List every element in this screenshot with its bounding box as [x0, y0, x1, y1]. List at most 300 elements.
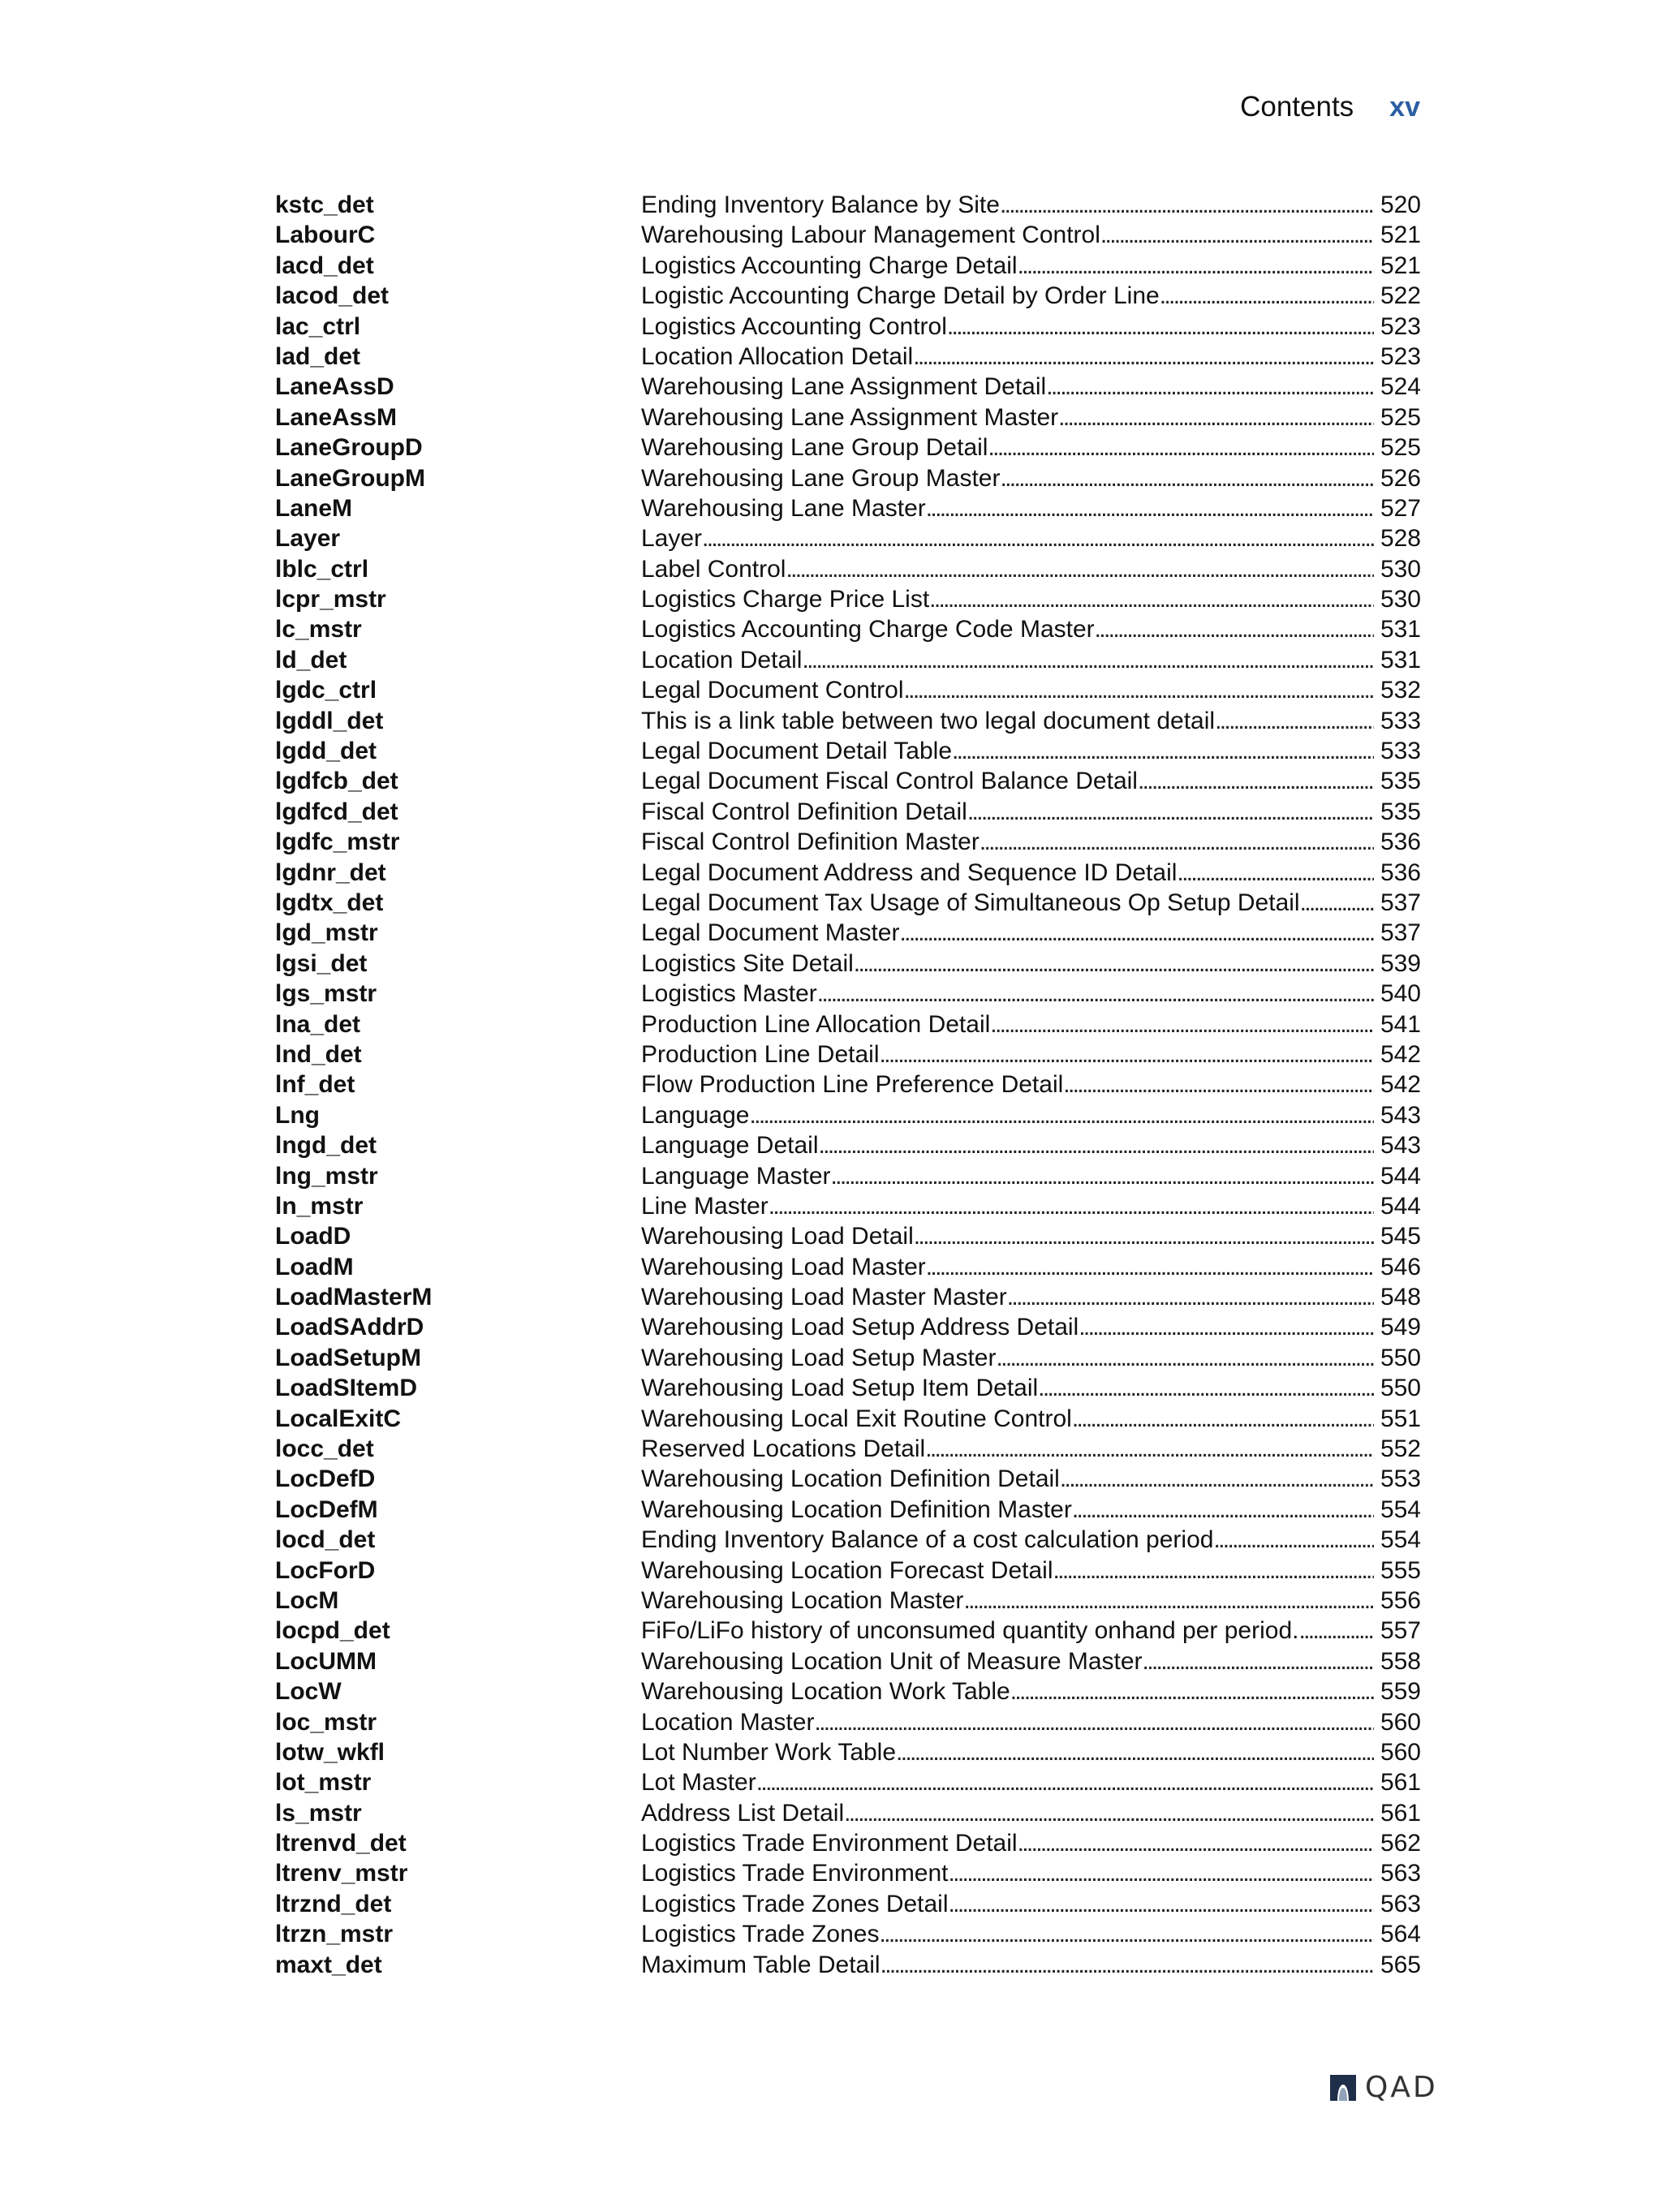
toc-description-leader	[641, 1404, 1374, 1434]
toc-table-name: lblc_ctrl	[275, 555, 369, 583]
toc-dot-leader	[1138, 766, 1374, 796]
toc-page-number: 562	[1380, 1830, 1421, 1857]
toc-description: Ending Inventory Balance by Site	[641, 192, 1000, 218]
toc-dot-leader	[1000, 463, 1374, 493]
toc-dot-leader	[1177, 858, 1374, 888]
toc-entry[interactable]	[275, 1009, 1421, 1039]
toc-entry[interactable]	[275, 463, 1421, 493]
toc-entry[interactable]	[275, 1130, 1421, 1160]
toc-description: Logistics Trade Zones Detail	[641, 1890, 949, 1917]
toc-page-number: 561	[1380, 1769, 1421, 1797]
toc-page-number: 546	[1380, 1253, 1421, 1280]
toc-page-number: 559	[1380, 1678, 1421, 1706]
toc-dot-leader	[996, 1343, 1374, 1373]
toc-description: Language Detail	[641, 1132, 819, 1160]
toc-dot-leader	[814, 1707, 1374, 1737]
toc-table-name: locd_det	[275, 1526, 376, 1554]
toc-page-number: 564	[1380, 1921, 1421, 1948]
toc-table-name: ln_mstr	[275, 1192, 364, 1220]
toc-entry[interactable]	[275, 281, 1421, 311]
toc-entry[interactable]	[275, 1889, 1421, 1919]
toc-description: Logistics Accounting Charge Code Master	[641, 616, 1095, 643]
toc-description-leader	[641, 1312, 1374, 1342]
toc-table-name: ltrenvd_det	[275, 1830, 407, 1857]
toc-dot-leader	[926, 1252, 1374, 1282]
toc-table-name: LoadMasterM	[275, 1284, 433, 1311]
toc-page-number: 524	[1380, 373, 1421, 401]
toc-description-leader	[641, 1100, 1374, 1130]
toc-table-name: maxt_det	[275, 1951, 382, 1978]
table-of-contents	[275, 190, 1421, 1980]
toc-entry[interactable]	[275, 827, 1421, 857]
toc-page-number: 560	[1380, 1708, 1421, 1736]
toc-table-name: lgdd_det	[275, 738, 377, 765]
toc-table-name: lgsi_det	[275, 949, 368, 977]
toc-entry[interactable]	[275, 1828, 1421, 1858]
toc-dot-leader	[1007, 1282, 1374, 1312]
toc-dot-leader	[1298, 1616, 1374, 1646]
toc-description: Legal Document Master	[641, 919, 900, 947]
toc-entry[interactable]	[275, 1039, 1421, 1069]
toc-page-number: 555	[1380, 1556, 1421, 1584]
toc-dot-leader	[1038, 1373, 1374, 1403]
toc-description: Logistics Trade Environment Detail	[641, 1830, 1018, 1857]
toc-dot-leader	[949, 1889, 1374, 1919]
toc-table-name: ltrzn_mstr	[275, 1921, 394, 1948]
toc-entry[interactable]	[275, 1950, 1421, 1980]
toc-description: Logistics Accounting Control	[641, 312, 947, 340]
toc-entry[interactable]	[275, 1100, 1421, 1130]
toc-description: Logistics Trade Zones	[641, 1921, 880, 1948]
toc-dot-leader	[831, 1161, 1375, 1191]
toc-description: Logistics Trade Environment	[641, 1860, 949, 1887]
toc-page-number: 543	[1380, 1132, 1421, 1160]
toc-description-leader	[641, 1707, 1374, 1737]
toc-description-leader	[641, 1191, 1374, 1221]
toc-entry[interactable]	[275, 554, 1421, 584]
toc-dot-leader	[1072, 1495, 1374, 1525]
toc-entry[interactable]	[275, 1798, 1421, 1828]
toc-entry[interactable]	[275, 1191, 1421, 1221]
toc-entry[interactable]	[275, 1556, 1421, 1586]
toc-description: Lot Number Work Table	[641, 1738, 897, 1766]
toc-description-leader	[641, 736, 1374, 766]
toc-table-name: lngd_det	[275, 1132, 377, 1160]
toc-dot-leader	[817, 979, 1374, 1009]
toc-page-number: 536	[1380, 859, 1421, 886]
toc-page-number: 528	[1380, 525, 1421, 553]
toc-description: Warehousing Local Exit Routine Control	[641, 1405, 1072, 1432]
toc-page-number: 548	[1380, 1284, 1421, 1311]
toc-table-name: lotw_wkfl	[275, 1738, 385, 1766]
toc-description-leader	[641, 1858, 1374, 1888]
toc-entry[interactable]	[275, 1919, 1421, 1949]
toc-description-leader	[641, 1009, 1374, 1039]
toc-description: Fiscal Control Definition Master	[641, 828, 980, 856]
toc-dot-leader	[980, 827, 1374, 857]
toc-description: Warehousing Lane Assignment Master	[641, 403, 1059, 431]
toc-page-number: 563	[1380, 1890, 1421, 1917]
toc-table-name: LaneAssD	[275, 373, 394, 401]
toc-description: Language	[641, 1101, 750, 1129]
toc-description-leader	[641, 1221, 1374, 1251]
toc-description-leader	[641, 1282, 1374, 1312]
toc-description-leader	[641, 554, 1374, 584]
toc-page-number: 530	[1380, 586, 1421, 613]
toc-table-name: LoadD	[275, 1223, 351, 1250]
toc-dot-leader	[947, 312, 1374, 342]
toc-page-number: 551	[1380, 1405, 1421, 1432]
toc-page-number: 527	[1380, 494, 1421, 522]
toc-entry[interactable]	[275, 523, 1421, 553]
toc-page-number: 523	[1380, 342, 1421, 370]
toc-table-name: lad_det	[275, 342, 361, 370]
toc-table-name: LoadSAddrD	[275, 1314, 424, 1341]
toc-table-name: lnf_det	[275, 1071, 355, 1099]
toc-description-leader	[641, 1828, 1374, 1858]
toc-dot-leader	[949, 1858, 1374, 1888]
toc-table-name: lacd_det	[275, 252, 374, 279]
toc-table-name: lgdfcd_det	[275, 798, 398, 825]
toc-table-name: LoadSItemD	[275, 1375, 418, 1402]
qad-logo-icon	[1328, 2073, 1358, 2102]
toc-description: Warehousing Lane Assignment Detail	[641, 373, 1047, 401]
toc-entry[interactable]	[275, 1707, 1421, 1737]
toc-table-name: lna_det	[275, 1010, 361, 1038]
toc-page-number: 520	[1380, 192, 1421, 218]
toc-entry[interactable]	[275, 1404, 1421, 1434]
toc-description: Warehousing Location Work Table	[641, 1678, 1010, 1706]
toc-dot-leader	[913, 342, 1374, 372]
toc-dot-leader	[1160, 281, 1374, 311]
toc-page-number: 545	[1380, 1223, 1421, 1250]
toc-dot-leader	[896, 1737, 1374, 1767]
toc-description-leader	[641, 706, 1374, 736]
toc-table-name: LaneGroupM	[275, 464, 425, 492]
toc-description: Logistics Master	[641, 980, 817, 1008]
toc-entry[interactable]	[275, 190, 1421, 220]
toc-page-number: 542	[1380, 1040, 1421, 1068]
toc-table-name: Lng	[275, 1101, 320, 1129]
toc-page-number: 532	[1380, 677, 1421, 704]
toc-page-number: 542	[1380, 1071, 1421, 1099]
toc-description-leader	[641, 523, 1374, 553]
toc-table-name: lng_mstr	[275, 1162, 378, 1190]
toc-entry[interactable]	[275, 1312, 1421, 1342]
toc-table-name: LocDefM	[275, 1495, 378, 1523]
toc-entry[interactable]	[275, 584, 1421, 614]
toc-description: Warehousing Load Master Master	[641, 1284, 1007, 1311]
header-page-number: xv	[1389, 92, 1420, 123]
toc-entry[interactable]	[275, 220, 1421, 250]
toc-entry[interactable]	[275, 1161, 1421, 1191]
qad-logo	[1328, 2071, 1438, 2104]
toc-description-leader	[641, 888, 1374, 918]
toc-entry[interactable]	[275, 1586, 1421, 1616]
toc-dot-leader	[854, 949, 1374, 979]
toc-description-leader	[641, 827, 1374, 857]
toc-page-number: 560	[1380, 1738, 1421, 1766]
toc-description: Label Control	[641, 555, 786, 583]
toc-dot-leader	[749, 1100, 1374, 1130]
toc-description: Warehousing Lane Group Detail	[641, 434, 988, 462]
toc-description: Warehousing Location Definition Detail	[641, 1465, 1060, 1493]
toc-page-number: 554	[1380, 1495, 1421, 1523]
toc-dot-leader	[1300, 888, 1374, 918]
toc-dot-leader	[1053, 1556, 1374, 1586]
toc-entry[interactable]	[275, 1464, 1421, 1494]
toc-table-name: locpd_det	[275, 1617, 390, 1645]
toc-description-leader	[641, 463, 1374, 493]
toc-entry[interactable]	[275, 1221, 1421, 1251]
toc-description: Warehousing Location Unit of Measure Master	[641, 1647, 1143, 1675]
toc-table-name: lcpr_mstr	[275, 586, 386, 613]
toc-entry[interactable]	[275, 1525, 1421, 1555]
toc-description-leader	[641, 645, 1374, 675]
toc-entry[interactable]	[275, 1737, 1421, 1767]
toc-entry[interactable]	[275, 1616, 1421, 1646]
toc-description: Address List Detail	[641, 1799, 845, 1827]
toc-page-number: 558	[1380, 1647, 1421, 1675]
toc-description: Location Master	[641, 1708, 815, 1736]
toc-dot-leader	[1018, 1828, 1374, 1858]
toc-table-name: LocalExitC	[275, 1405, 402, 1432]
toc-page-number: 530	[1380, 555, 1421, 583]
toc-table-name: LocForD	[275, 1556, 376, 1584]
toc-description: Location Allocation Detail	[641, 342, 914, 370]
toc-description: Warehousing Lane Master	[641, 494, 926, 522]
toc-description: Maximum Table Detail	[641, 1951, 881, 1978]
toc-page-number: 525	[1380, 403, 1421, 431]
toc-dot-leader	[1100, 220, 1374, 250]
toc-dot-leader	[786, 554, 1374, 584]
toc-table-name: LoadSetupM	[275, 1344, 421, 1371]
toc-dot-leader	[1010, 1676, 1374, 1706]
toc-description: Warehousing Location Definition Master	[641, 1495, 1072, 1523]
toc-description-leader	[641, 433, 1374, 463]
toc-entry[interactable]	[275, 766, 1421, 796]
toc-description: Production Line Allocation Detail	[641, 1010, 991, 1038]
toc-entry[interactable]	[275, 888, 1421, 918]
toc-description-leader	[641, 1434, 1374, 1464]
toc-description-leader	[641, 1950, 1374, 1980]
toc-description-leader	[641, 584, 1374, 614]
toc-dot-leader	[929, 584, 1374, 614]
toc-entry[interactable]	[275, 1434, 1421, 1464]
toc-description-leader	[641, 312, 1374, 342]
toc-dot-leader	[880, 1039, 1374, 1069]
toc-dot-leader	[1143, 1646, 1374, 1676]
toc-page-number: 550	[1380, 1375, 1421, 1402]
toc-page-number: 525	[1380, 434, 1421, 462]
toc-dot-leader	[1072, 1404, 1374, 1434]
toc-description-leader	[641, 1556, 1374, 1586]
toc-entry[interactable]	[275, 918, 1421, 948]
toc-description: Logistic Accounting Charge Detail by Order Line	[641, 282, 1160, 310]
toc-dot-leader	[990, 1009, 1374, 1039]
toc-description-leader	[641, 1039, 1374, 1069]
toc-description-leader	[641, 675, 1374, 705]
toc-description-leader	[641, 1130, 1374, 1160]
toc-dot-leader	[702, 523, 1374, 553]
toc-entry[interactable]	[275, 372, 1421, 402]
toc-dot-leader	[1079, 1312, 1374, 1342]
toc-page-number: 523	[1380, 312, 1421, 340]
toc-description-leader	[641, 614, 1374, 644]
toc-entry[interactable]	[275, 1767, 1421, 1797]
toc-page-number: 541	[1380, 1010, 1421, 1038]
toc-description-leader	[641, 797, 1374, 827]
toc-entry[interactable]	[275, 1646, 1421, 1676]
toc-dot-leader	[1060, 1464, 1374, 1494]
toc-page-number: 543	[1380, 1101, 1421, 1129]
toc-table-name: lc_mstr	[275, 616, 362, 643]
toc-entry[interactable]	[275, 1495, 1421, 1525]
toc-description: Legal Document Fiscal Control Balance Detail	[641, 768, 1138, 795]
toc-description: Production Line Detail	[641, 1040, 880, 1068]
toc-page-number: 549	[1380, 1314, 1421, 1341]
toc-table-name: Layer	[275, 525, 341, 553]
toc-entry[interactable]	[275, 312, 1421, 342]
toc-entry[interactable]	[275, 251, 1421, 281]
toc-description: Warehousing Load Setup Address Detail	[641, 1314, 1079, 1341]
toc-dot-leader	[926, 493, 1374, 523]
toc-table-name: lacod_det	[275, 282, 390, 310]
toc-dot-leader	[1213, 1525, 1374, 1555]
toc-description: Ending Inventory Balance of a cost calculation period	[641, 1526, 1214, 1554]
toc-description-leader	[641, 979, 1374, 1009]
toc-table-name: LaneM	[275, 494, 353, 522]
toc-description-leader	[641, 1495, 1374, 1525]
toc-description: Location Detail	[641, 646, 803, 673]
toc-entry[interactable]	[275, 1858, 1421, 1888]
toc-table-name: lac_ctrl	[275, 312, 361, 340]
toc-entry[interactable]	[275, 706, 1421, 736]
toc-entry[interactable]	[275, 493, 1421, 523]
toc-description-leader	[641, 1252, 1374, 1282]
toc-dot-leader	[819, 1130, 1374, 1160]
toc-description: Warehousing Load Setup Master	[641, 1344, 997, 1371]
toc-table-name: locc_det	[275, 1435, 374, 1463]
toc-description: Legal Document Address and Sequence ID Detail	[641, 859, 1178, 886]
toc-page-number: 526	[1380, 464, 1421, 492]
toc-description-leader	[641, 1646, 1374, 1676]
toc-entry[interactable]	[275, 402, 1421, 433]
toc-page-number: 563	[1380, 1860, 1421, 1887]
toc-description-leader	[641, 1161, 1374, 1191]
toc-dot-leader	[769, 1191, 1374, 1221]
toc-entry[interactable]	[275, 1373, 1421, 1403]
toc-description: Warehousing Lane Group Master	[641, 464, 1001, 492]
toc-page-number: 535	[1380, 798, 1421, 825]
toc-description: Logistics Charge Price List	[641, 586, 930, 613]
toc-entry[interactable]	[275, 949, 1421, 979]
toc-entry[interactable]	[275, 645, 1421, 675]
toc-entry[interactable]	[275, 342, 1421, 372]
toc-description-leader	[641, 1373, 1374, 1403]
toc-description: Logistics Site Detail	[641, 949, 854, 977]
toc-table-name: LaneGroupD	[275, 434, 423, 462]
toc-entry[interactable]	[275, 736, 1421, 766]
toc-page-number: 565	[1380, 1951, 1421, 1978]
toc-description-leader	[641, 949, 1374, 979]
toc-description-leader	[641, 918, 1374, 948]
toc-description: Warehousing Location Master	[641, 1586, 964, 1614]
toc-description: Lot Master	[641, 1769, 756, 1797]
toc-dot-leader	[963, 1586, 1374, 1616]
toc-description-leader	[641, 1889, 1374, 1919]
toc-entry[interactable]	[275, 1252, 1421, 1282]
toc-entry[interactable]	[275, 1069, 1421, 1100]
toc-page-number: 533	[1380, 707, 1421, 734]
toc-entry[interactable]	[275, 858, 1421, 888]
toc-dot-leader	[988, 433, 1374, 463]
toc-description-leader	[641, 1737, 1374, 1767]
toc-table-name: LoadM	[275, 1253, 354, 1280]
toc-description-leader	[641, 372, 1374, 402]
toc-table-name: ld_det	[275, 646, 347, 673]
toc-description-leader	[641, 858, 1374, 888]
toc-description-leader	[641, 281, 1374, 311]
toc-description: Logistics Accounting Charge Detail	[641, 252, 1018, 279]
toc-page-number: 521	[1380, 252, 1421, 279]
toc-entry[interactable]	[275, 675, 1421, 705]
toc-table-name: LocM	[275, 1586, 339, 1614]
toc-page-number: 553	[1380, 1465, 1421, 1493]
toc-description: Reserved Locations Detail	[641, 1435, 926, 1463]
toc-dot-leader	[1018, 251, 1374, 281]
toc-page-number: 535	[1380, 768, 1421, 795]
toc-dot-leader	[802, 645, 1374, 675]
toc-dot-leader	[914, 1221, 1374, 1251]
toc-entry[interactable]	[275, 1282, 1421, 1312]
toc-description-leader	[641, 1069, 1374, 1100]
toc-entry[interactable]	[275, 797, 1421, 827]
toc-page-number: 537	[1380, 889, 1421, 916]
toc-dot-leader	[1063, 1069, 1374, 1100]
toc-entry[interactable]	[275, 979, 1421, 1009]
toc-page-number: 540	[1380, 980, 1421, 1008]
toc-entry[interactable]	[275, 614, 1421, 644]
toc-description: Warehousing Load Setup Item Detail	[641, 1375, 1039, 1402]
toc-page-number: 554	[1380, 1526, 1421, 1554]
toc-description: Language Master	[641, 1162, 831, 1190]
toc-description-leader	[641, 1586, 1374, 1616]
toc-dot-leader	[904, 675, 1374, 705]
toc-description: Line Master	[641, 1192, 769, 1220]
toc-table-name: lgd_mstr	[275, 919, 378, 947]
toc-table-name: LocUMM	[275, 1647, 377, 1675]
toc-table-name: LocW	[275, 1678, 342, 1706]
toc-description-leader	[641, 493, 1374, 523]
toc-table-name: lgs_mstr	[275, 980, 377, 1008]
toc-page-number: 544	[1380, 1162, 1421, 1190]
header-title: Contents	[1240, 91, 1354, 123]
toc-entry[interactable]	[275, 433, 1421, 463]
toc-description-leader	[641, 766, 1374, 796]
toc-entry[interactable]	[275, 1343, 1421, 1373]
toc-description: Warehousing Labour Management Control	[641, 222, 1100, 249]
toc-table-name: LaneAssM	[275, 403, 398, 431]
toc-entry[interactable]	[275, 1676, 1421, 1706]
toc-dot-leader	[1000, 190, 1374, 220]
toc-page-number: 544	[1380, 1192, 1421, 1220]
toc-dot-leader	[900, 918, 1375, 948]
toc-description-leader	[641, 1525, 1374, 1555]
toc-page-number: 531	[1380, 646, 1421, 673]
toc-page-number: 536	[1380, 828, 1421, 856]
toc-description: Flow Production Line Preference Detail	[641, 1071, 1064, 1099]
